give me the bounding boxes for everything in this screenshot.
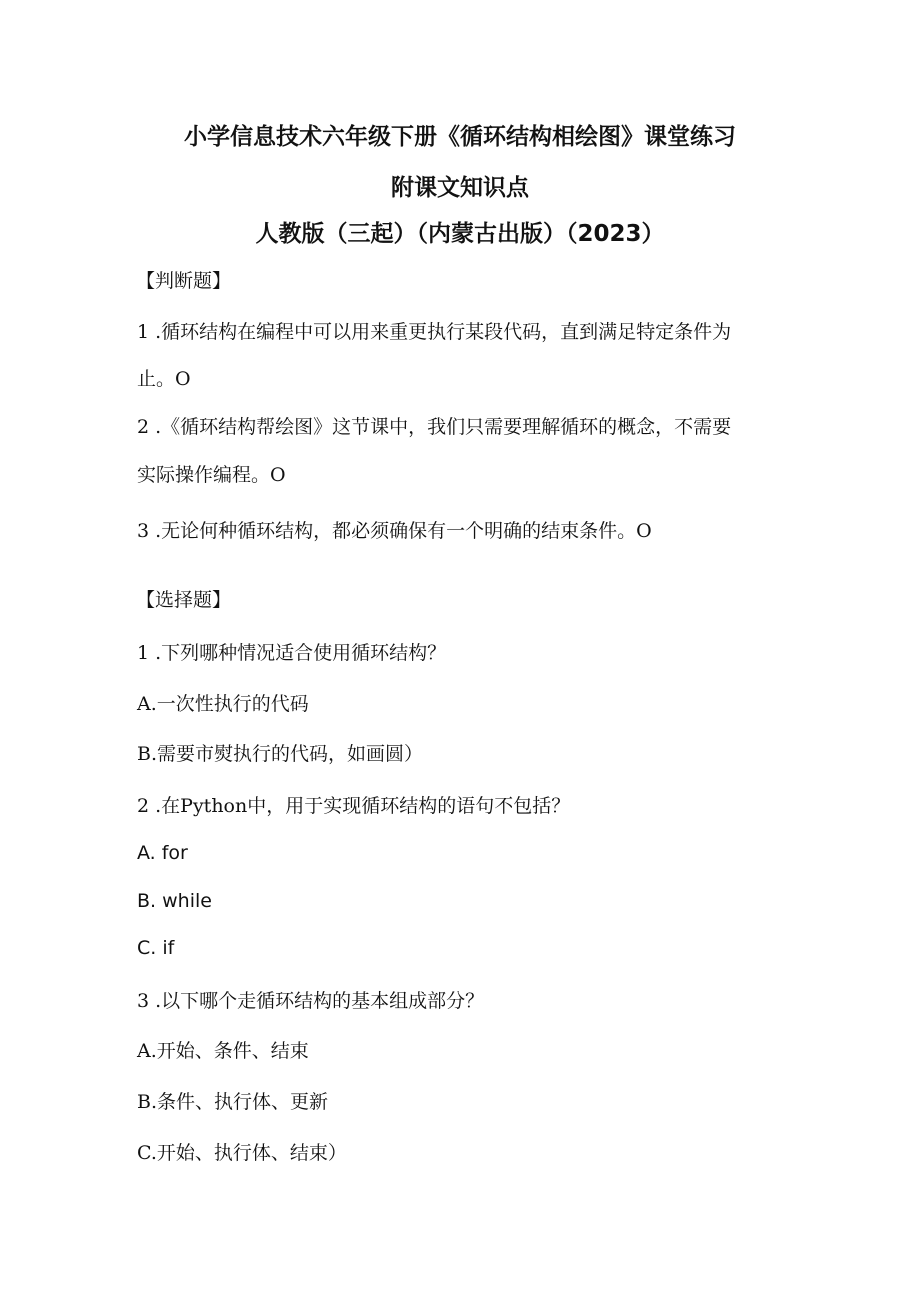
choice-question-1-option-b: B.需要市熨执行的代码，如画圆） [137, 743, 424, 765]
choice-question-3-option-c: C.开始、执行体、结束） [137, 1142, 347, 1164]
judgement-question-1-line-2: 止。O [137, 368, 191, 390]
document-subtitle: 附课文知识点 [391, 175, 529, 201]
choice-question-2-option-c: C. if [137, 937, 175, 959]
judgement-question-1-line-1: 1 .循环结构在编程中可以用来重更执行某段代码，直到满足特定条件为 [137, 321, 732, 343]
choice-question-2-option-b: B. while [137, 890, 212, 912]
choice-question-3-option-a: A.开始、条件、结束 [137, 1040, 309, 1062]
judgement-question-2-line-1: 2 .《循环结构帮绘图》这节课中，我们只需要理解循环的概念，不需要 [137, 416, 732, 438]
choice-question-1-option-a: A.一次性执行的代码 [137, 693, 309, 715]
judgement-question-2-line-2: 实际操作编程。O [137, 464, 286, 486]
choice-section-heading: 【选择题】 [136, 589, 232, 611]
judgement-question-3: 3 .无论何种循环结构，都必须确保有一个明确的结束条件。O [137, 520, 652, 542]
choice-question-2: 2 .在Python中，用于实现循环结构的语句不包括？ [137, 795, 571, 817]
document-title: 小学信息技术六年级下册《循环结构相绘图》课堂练习 [184, 124, 736, 150]
document-edition: 人教版（三起）（内蒙古出版）（2023） [255, 221, 665, 247]
choice-question-3-option-b: B.条件、执行体、更新 [137, 1091, 329, 1113]
choice-question-2-option-a: A. for [137, 842, 188, 864]
judgement-section-heading: 【判断题】 [136, 270, 232, 292]
choice-question-1: 1 .下列哪种情况适合使用循环结构？ [137, 642, 447, 664]
choice-question-3: 3 .以下哪个走循环结构的基本组成部分？ [137, 990, 485, 1012]
